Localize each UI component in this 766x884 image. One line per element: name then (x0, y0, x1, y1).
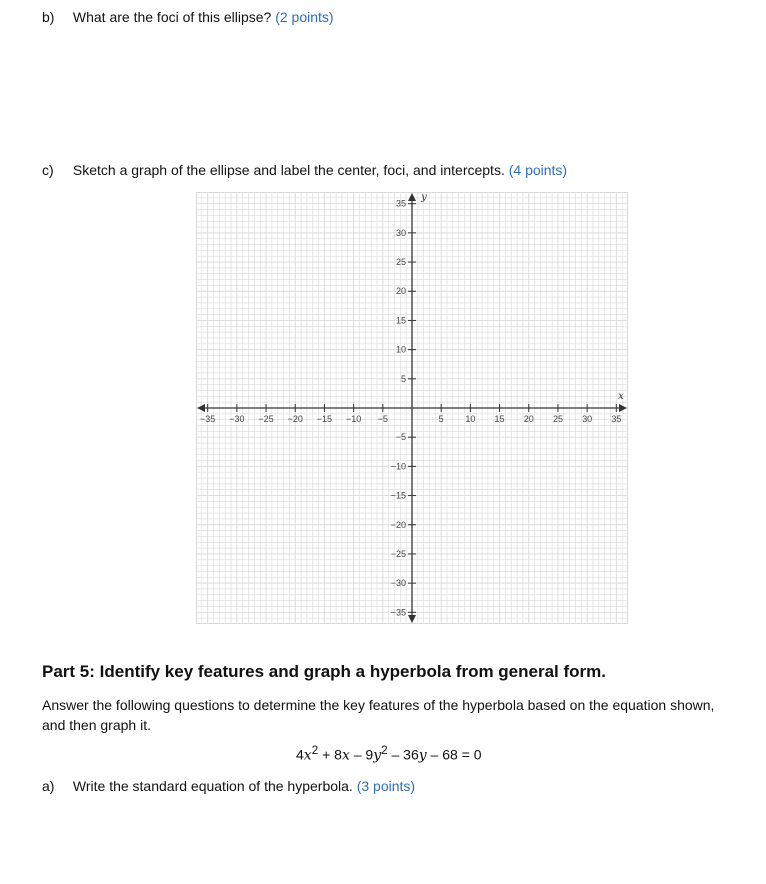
eq-term-5: – 68 = 0 (426, 746, 482, 763)
x-tick-label: −25 (258, 414, 274, 424)
y-tick-label: 35 (395, 198, 406, 209)
question-c-label: c) (42, 162, 54, 178)
axes (197, 193, 627, 623)
question-b-label: b) (42, 9, 55, 25)
x-axis-arrow-right (619, 404, 627, 412)
y-tick-label: 10 (395, 344, 406, 355)
x-axis-label: x (618, 391, 624, 402)
question-c-text: Sketch a graph of the ellipse and label the center, foci, and intercepts. (72, 162, 505, 178)
y-tick-label: −15 (390, 490, 406, 501)
x-tick-label: −15 (316, 414, 333, 424)
y-tick-label: −35 (390, 607, 406, 618)
x-tick-label: −10 (345, 414, 362, 424)
part5-heading: Part 5: Identify key features and graph a hyperbola from general form. (42, 662, 606, 681)
hyperbola-equation (296, 744, 482, 764)
eq-term-2: + 8 (318, 746, 342, 763)
y-tick-label: −25 (390, 548, 406, 559)
question-a-label: a) (42, 778, 55, 794)
eq-var-x2: x (341, 747, 350, 764)
question-c (42, 161, 567, 179)
y-axis-arrow-down (408, 615, 416, 623)
x-tick-label: 15 (494, 414, 505, 424)
y-tick-label: 20 (395, 286, 406, 297)
y-tick-label: −10 (390, 461, 406, 472)
x-tick-label: 20 (523, 414, 534, 424)
question-c-points: (4 points) (508, 162, 568, 178)
eq-var-x: x (303, 747, 312, 764)
y-tick-label: −20 (390, 519, 406, 530)
y-tick-label: 15 (395, 315, 406, 326)
question-b-points: (2 points) (275, 9, 334, 25)
part5-intro: Answer the following questions to determine the key features of the hyperbola based on the equation shown, and then graph it. (42, 697, 715, 733)
y-tick-label: 5 (400, 373, 406, 384)
question-a (42, 777, 415, 795)
x-tick-label: 30 (582, 414, 593, 424)
question-a-text: Write the standard equation of the hyperbola. (72, 778, 353, 794)
x-tick-label: 5 (438, 414, 444, 424)
eq-var-y: y (373, 747, 382, 764)
y-tick-label: 30 (395, 227, 406, 238)
x-tick-label: −20 (287, 414, 303, 424)
x-tick-label: 25 (552, 414, 563, 424)
y-axis-arrow-up (408, 193, 416, 201)
eq-term-3: – 9 (349, 746, 374, 763)
x-tick-label: −30 (229, 414, 245, 424)
eq-var-y2: y (418, 747, 427, 764)
x-tick-label: 10 (465, 414, 476, 424)
coordinate-grid (196, 192, 628, 624)
y-tick-label: 25 (395, 257, 406, 268)
eq-term-1: 4 (296, 746, 304, 763)
x-axis-arrow-left (197, 404, 205, 412)
eq-exp-1: 2 (311, 744, 319, 757)
question-b (42, 8, 334, 26)
y-axis-label: y (421, 192, 427, 203)
y-tick-label: −5 (395, 432, 406, 443)
eq-exp-3: 2 (381, 744, 388, 757)
x-tick-label: −5 (377, 414, 388, 424)
eq-term-4: – 36 (387, 746, 419, 763)
question-a-points: (3 points) (356, 778, 416, 794)
question-b-text: What are the foci of this ellipse? (72, 9, 272, 25)
y-tick-label: −30 (390, 578, 406, 589)
x-tick-label: −35 (200, 414, 216, 424)
x-tick-label: 35 (611, 414, 622, 424)
